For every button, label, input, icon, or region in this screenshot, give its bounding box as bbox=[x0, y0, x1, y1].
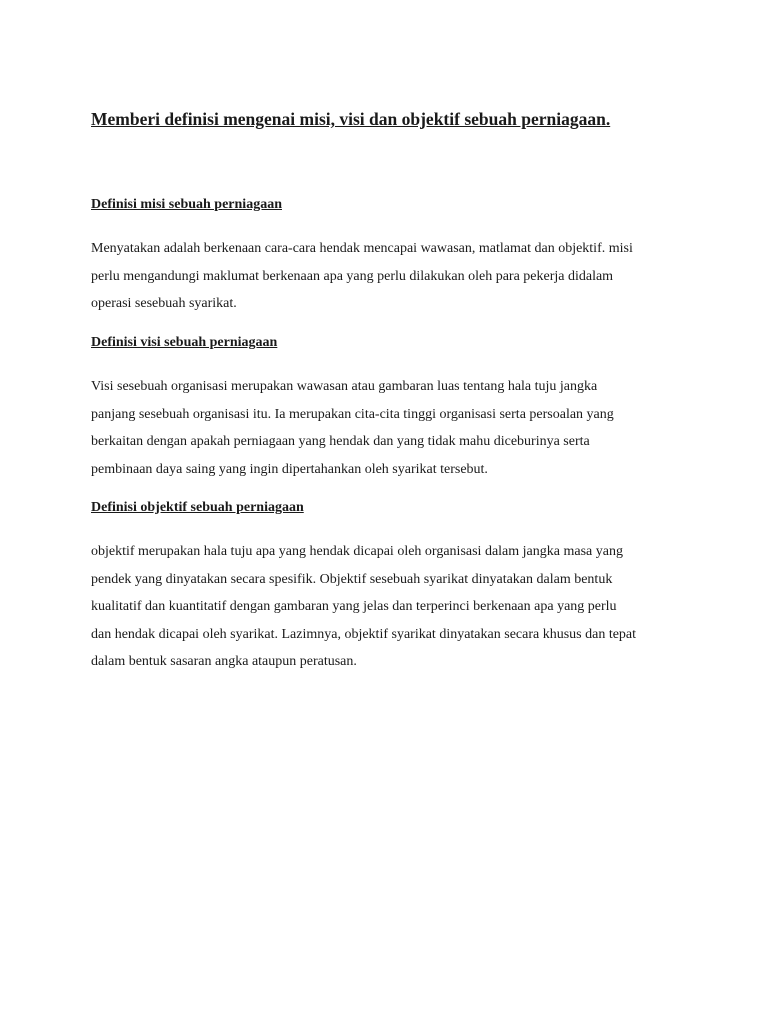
section-heading-misi: Definisi misi sebuah perniagaan bbox=[91, 197, 282, 212]
paragraph-line: perlu mengandungi maklumat berkenaan apa yang perlu dilakukan oleh para pekerja didalam bbox=[91, 268, 614, 284]
section-paragraph-visi bbox=[91, 377, 691, 487]
paragraph-line: berkaitan dengan apakah perniagaan yang hendak dan yang tidak mahu diceburinya serta bbox=[91, 434, 590, 449]
document-title: Memberi definisi mengenai misi, visi dan objektif sebuah perniagaan. bbox=[91, 109, 611, 129]
paragraph-line: operasi sesebuah syarikat. bbox=[91, 296, 237, 311]
paragraph-line: objektif merupakan hala tuju apa yang hendak dicapai oleh organisasi dalam jangka masa yang bbox=[91, 544, 623, 559]
section-paragraph-misi bbox=[91, 239, 691, 322]
paragraph-line: kualitatif dan kuantitatif dengan gambaran yang jelas dan terperinci berkenaan apa yang perlu bbox=[91, 599, 617, 614]
section-paragraph-objektif bbox=[91, 542, 691, 680]
paragraph-line: Menyatakan adalah berkenaan cara-cara hendak mencapai wawasan, matlamat dan objektif. misi bbox=[91, 241, 633, 256]
paragraph-line: Visi sesebuah organisasi merupakan wawasan atau gambaran luas tentang hala tuju jangka bbox=[91, 379, 598, 394]
paragraph-line: pendek yang dinyatakan secara spesifik. Objektif sesebuah syarikat dinyatakan dalam bentuk bbox=[91, 571, 613, 587]
paragraph-line: dalam bentuk sasaran angka ataupun peratusan. bbox=[91, 654, 357, 669]
section-heading-visi: Definisi visi sebuah perniagaan bbox=[91, 335, 278, 350]
section-heading-objektif: Definisi objektif sebuah perniagaan bbox=[91, 500, 304, 515]
paragraph-line: dan hendak dicapai oleh syarikat. Lazimnya, objektif syarikat dinyatakan secara khusus dan tepat bbox=[91, 626, 637, 642]
paragraph-line: pembinaan daya saing yang ingin dipertahankan oleh syarikat tersebut. bbox=[91, 461, 488, 477]
paragraph-line: panjang sesebuah organisasi itu. Ia merupakan cita-cita tinggi organisasi serta persoalan yang bbox=[91, 406, 614, 422]
